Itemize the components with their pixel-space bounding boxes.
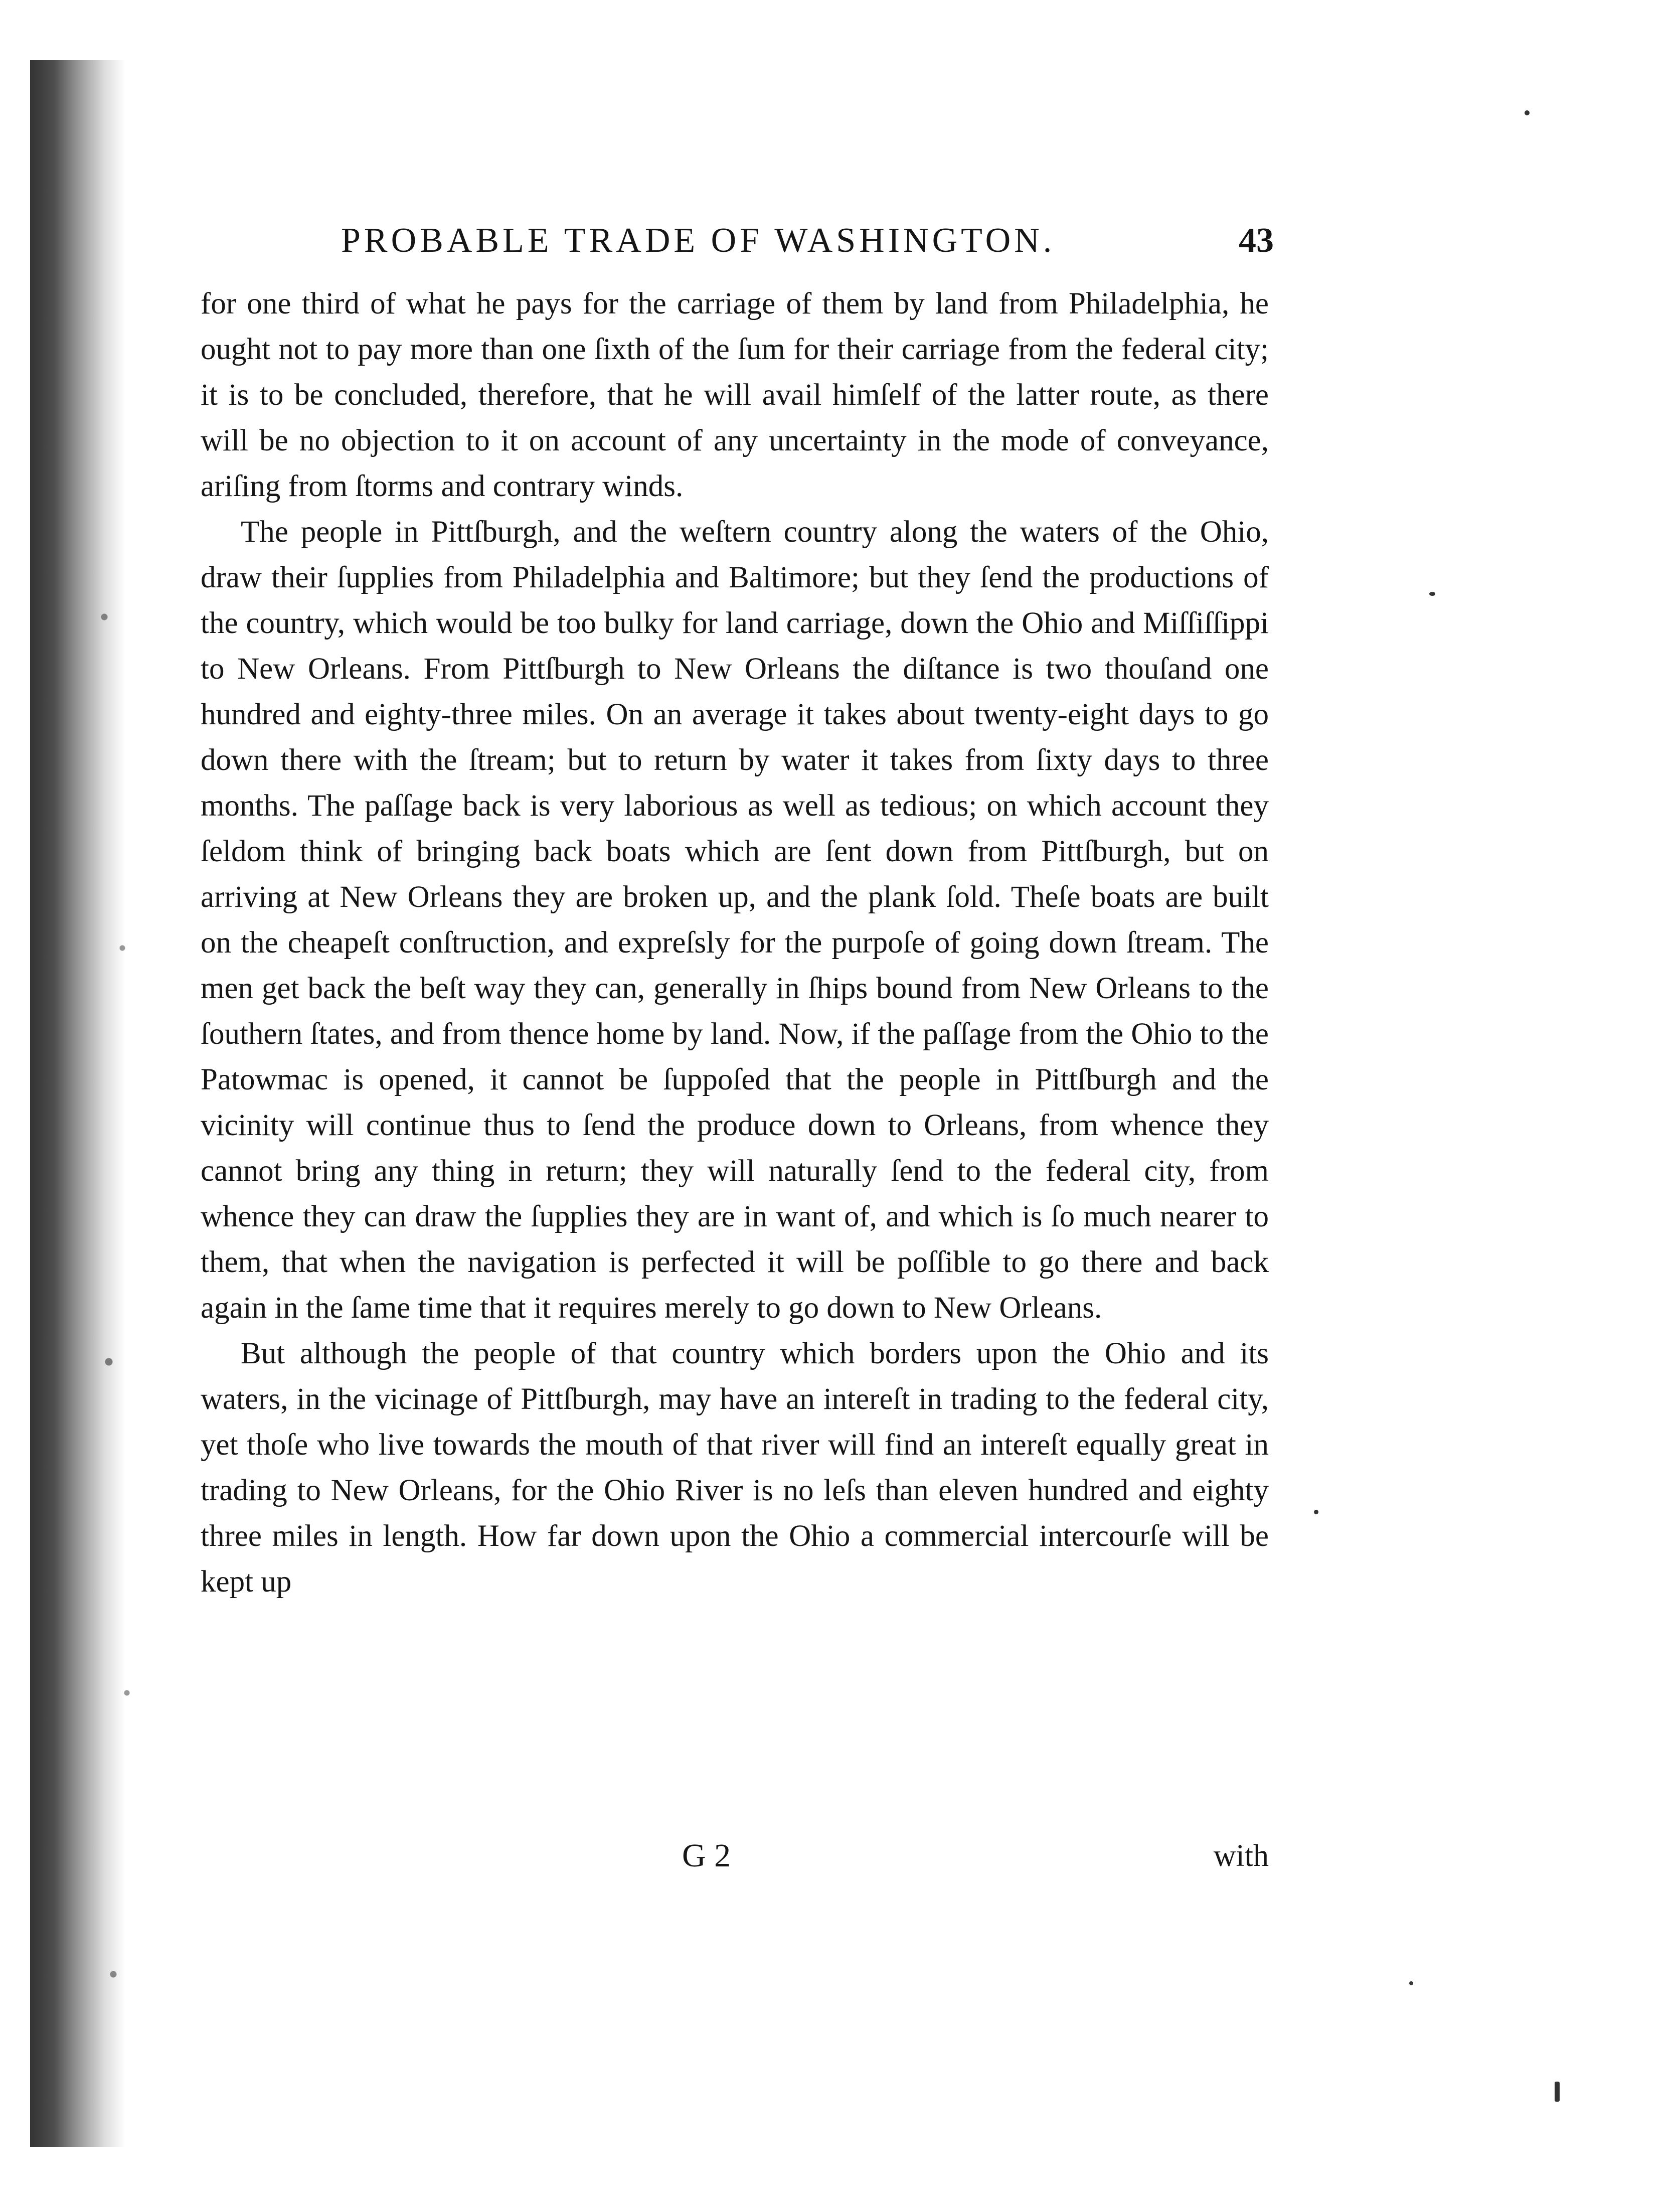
paragraph-continuation: for one third of what he pays for the carriage of them by land from Philadelphia, he ought not to pay more than one ſixth of the ſum for their carriage from the federal city; it is to be concluded, therefore, that he will avail himſelf of the latter route, as there will be no objection to it on account of any uncertainty in the mode of conveyance, ariſing from ſtorms and contrary winds. xyxy=(201,287,1269,503)
gutter-specks xyxy=(95,451,140,2107)
print-speck xyxy=(1314,1510,1318,1514)
print-speck xyxy=(1409,1981,1413,1985)
running-head: PROBABLE TRADE OF WASHINGTON. xyxy=(341,221,1056,260)
print-speck xyxy=(1555,2082,1560,2102)
page-footer xyxy=(201,1831,1269,1881)
page-header xyxy=(201,206,1274,266)
paragraph-ohio-river: But although the people of that country which borders upon the Ohio and its waters, in the vicinage of Pittſburgh, may have an intereſt in trading to the federal city, yet thoſe who live towards the mouth of that river will find an intereſt equally great in trading to New Orleans, for the Ohio River is no leſs than eleven hundred and eighty three miles in length. How far down upon the Ohio a commercial intercourſe will be kept up xyxy=(201,1337,1269,1599)
paragraph-pittsburgh-trade: The people in Pittſburgh, and the weſtern country along the waters of the Ohio, draw their ſupplies from Philadelphia and Baltimore; but they ſend the productions of the country, which would be too bulky for land carriage, down the Ohio and Miſſiſſippi to New Orleans. From Pittſburgh to New Orleans the diſtance is two thouſand one hundred and eighty-three miles. On an average it takes about twenty-eight days to go down there with the ſtream; but to return by water it takes from ſixty days to three months. The paſſage back is very laborious as well as tedious; on which account they ſeldom think of bringing back boats which are ſent down from Pittſburgh, but on arriving at New Orleans they are broken up, and the plank ſold. Theſe boats are built on the cheapeſt conſtruction, and expreſsly for the purpoſe of going down ſtream. The men get back the beſt way they can, generally in ſhips bound from New Orleans to the ſouthern ſtates, and from thence home by land. Now, if the paſſage from the Ohio to the Patowmac is opened, it cannot be ſuppoſed that the people in Pittſburgh and the vicinity will continue thus to ſend the produce down to Orleans, from whence they cannot bring any thing in return; they will naturally ſend to the federal city, from whence they can draw the ſupplies they are in want of, and which is ſo much nearer to them, that when the navigation is perfected it will be poſſible to go there and back again in the ſame time that it requires merely to go down to New Orleans. xyxy=(201,515,1269,1325)
catchword: with xyxy=(1213,1839,1269,1873)
print-speck xyxy=(1429,592,1435,596)
print-speck xyxy=(1525,110,1530,115)
body-text xyxy=(201,281,1269,1605)
page-number: 43 xyxy=(1239,221,1274,260)
signature-mark: G 2 xyxy=(682,1837,731,1874)
